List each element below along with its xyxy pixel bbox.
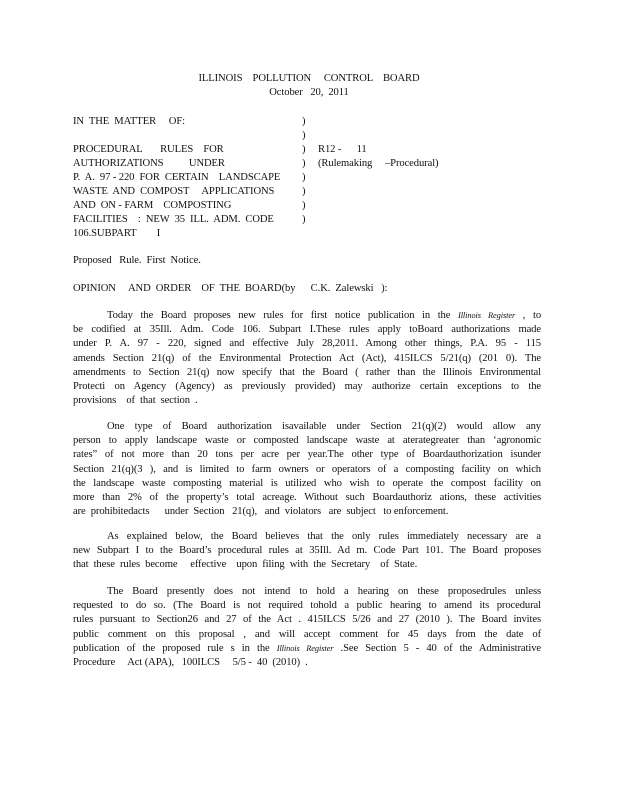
board-name: ILLINOIS POLLUTION CONTROL BOARD <box>198 73 420 84</box>
body-text-line <box>73 599 541 612</box>
body-text-line <box>73 463 541 476</box>
body-text-line <box>73 642 541 655</box>
text-run: Procedure Act (APA), 100ILCS 5/5 - 40 (2010) . <box>73 657 308 668</box>
text-run: rates” of not more than 20 tons per acre per year.The other type of Boardauthorization isunder <box>73 449 541 461</box>
text-run: new Subpart I to the Board’s procedural rules at 35Ill. Ad m. Code Part 101. The Board proposes <box>73 545 541 557</box>
order-date: October 20, 2011 <box>269 87 349 98</box>
caption-parenthesis: ) <box>302 144 306 155</box>
text-run: that these rules become effective upon filing with the Secretary of State. <box>73 559 418 571</box>
body-text-line <box>107 530 541 543</box>
text-run: , to <box>515 310 542 321</box>
text-run: provisions of that section . <box>73 395 198 407</box>
caption-parenthesis: ) <box>302 214 306 225</box>
italic-citation: Illinois Register <box>276 643 334 653</box>
text-run: .See Section 5 - 40 of the Administrative <box>333 642 541 654</box>
caption-parenthesis: ) <box>302 172 306 183</box>
caption-line: FACILITIES : NEW 35 ILL. ADM. CODE <box>73 214 274 225</box>
body-text-line <box>73 380 541 393</box>
body-text-line <box>73 323 541 336</box>
docket-type: (Rulemaking –Procedural) <box>318 158 439 169</box>
caption-parenthesis: ) <box>302 200 306 211</box>
body-text-line <box>73 613 541 626</box>
body-text-line <box>73 337 541 350</box>
caption-parenthesis: ) <box>302 186 306 197</box>
text-run: amendments to Section 21(q) now specify that the Board ( rather than the Illinois Environmental <box>73 366 541 378</box>
body-text-line <box>73 366 541 379</box>
text-run: Protecti on Agency (Agency) as previously provided) may authorize certain exceptions to the <box>73 381 541 392</box>
caption-line: P. A. 97 - 220 FOR CERTAIN LANDSCAPE <box>73 172 281 183</box>
italic-citation: Illinois Register <box>458 311 516 320</box>
text-run: public comment on this proposal , and will accept comment for 45 days from the date of <box>73 628 541 640</box>
text-run: The Board presently does not intend to hold a hearing on these proposedrules unless <box>107 586 541 597</box>
text-run: rules pursuant to Section26 and 27 of the Act . 415ILCS 5/26 and 27 (2010 ). The Board invites <box>73 614 541 626</box>
body-text-line <box>73 352 541 365</box>
text-run: amends Section 21(q) of the Environmental Protection Act (Act), 415ILCS 5/21(q) (201 0). The <box>73 352 541 364</box>
proposed-rule-notice: Proposed Rule. First Notice. <box>73 255 201 266</box>
body-text-line <box>73 558 417 571</box>
body-text-line <box>73 477 541 490</box>
caption-line: AND ON - FARM COMPOSTING <box>73 200 232 211</box>
caption-parenthesis: ) <box>302 116 306 127</box>
caption-parenthesis: ) <box>302 158 306 169</box>
in-the-matter-heading: IN THE MATTER OF: <box>73 116 185 127</box>
text-run: Section 21(q)(3 ), and is limited to farm owners or operators of a composting facility on which <box>73 463 541 475</box>
body-text-line <box>73 544 541 557</box>
text-run: the landscape waste composting material is utilized who wish to operate the compost facility on <box>73 477 541 489</box>
text-run: be codified at 35Ill. Adm. Code 106. Subpart I.These rules apply toBoard authorizations made <box>73 324 541 336</box>
body-text-line <box>107 420 541 433</box>
caption-parenthesis: ) <box>302 130 306 141</box>
body-text-line <box>107 585 541 598</box>
text-run: person to apply landscape waste or composted landscape waste at aterategreater than ‘agronomic <box>73 435 541 447</box>
text-run: One type of Board authorization isavailable under Section 21(q)(2) would allow any <box>107 421 541 432</box>
text-run: As explained below, the Board believes that the only rules immediately necessary are a <box>107 531 541 542</box>
text-run: Today the Board proposes new rules for first notice publication in the <box>107 310 458 321</box>
text-run: requested to do so. (The Board is not required tohold a public hearing to amend its procedural <box>73 600 541 612</box>
body-text-line <box>73 505 448 518</box>
body-text-line <box>107 309 541 322</box>
caption-line: AUTHORIZATIONS UNDER <box>73 158 225 169</box>
docket-number: R12 - 11 <box>318 144 367 155</box>
body-text-line <box>73 656 308 669</box>
body-text-line <box>73 491 541 504</box>
body-text-line <box>73 628 541 641</box>
caption-line: PROCEDURAL RULES FOR <box>73 144 224 155</box>
text-run: are prohibitedacts under Section 21(q), and violators are subject to enforcement. <box>73 506 449 518</box>
text-run: under P. A. 97 - 220, signed and effective July 28,2011. Among other things, P.A. 95 - 115 <box>73 338 541 350</box>
opinion-heading: OPINION AND ORDER OF THE BOARD(by C.K. Zalewski ): <box>73 283 388 294</box>
caption-line: 106.SUBPART I <box>73 228 161 239</box>
body-text-line <box>73 448 541 461</box>
body-text-line <box>73 434 541 447</box>
text-run: publication of the proposed rule s in the <box>73 642 277 654</box>
body-text-line <box>73 394 198 407</box>
text-run: more than 2% of the property’s total acreage. Without such Boardauthoriz ations, these activities <box>73 492 541 503</box>
caption-line: WASTE AND COMPOST APPLICATIONS <box>73 186 275 197</box>
